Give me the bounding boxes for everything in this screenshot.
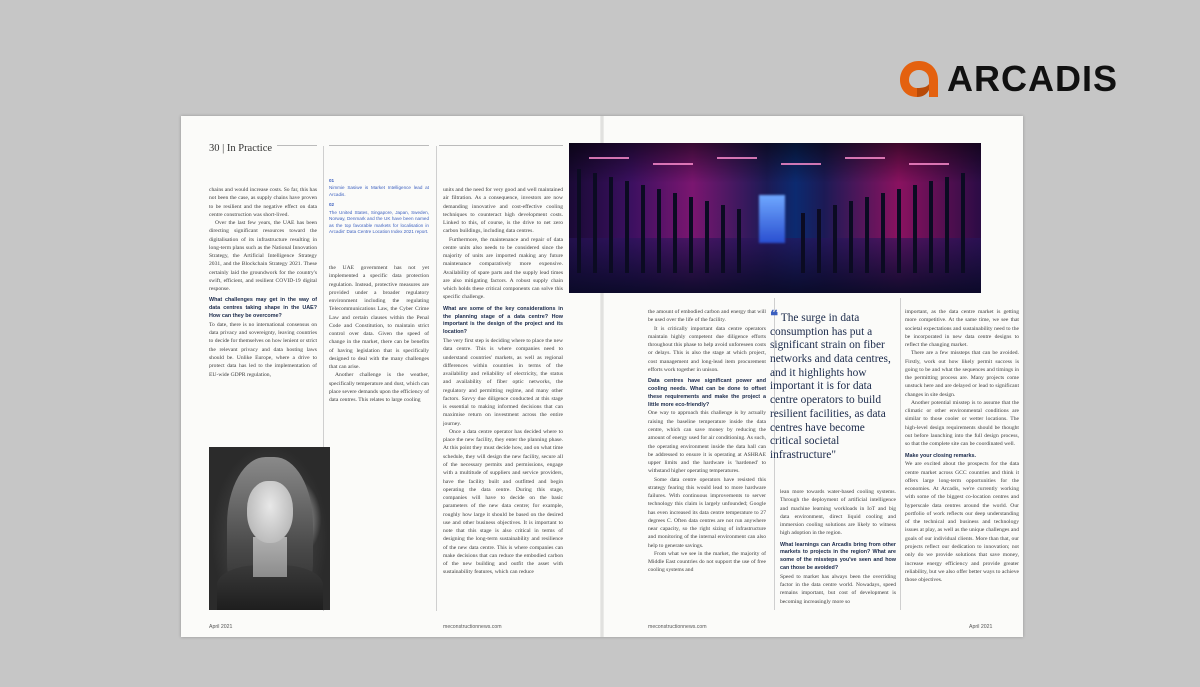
- footer-date: April 2021: [969, 624, 993, 630]
- server-rack: [737, 209, 741, 273]
- quote-mark-icon: ❝: [770, 309, 779, 325]
- server-rack: [865, 197, 869, 273]
- right-column-3: [905, 308, 1019, 610]
- caption-number: 02: [329, 202, 335, 208]
- photo-corridor-light: [759, 195, 785, 243]
- server-rack: [593, 173, 597, 273]
- question-heading: What learnings can Arcadis bring from other markets to projects in the region? What are some of the missteps you've seen and how can those be avoided?: [780, 541, 896, 572]
- server-rack: [929, 181, 933, 273]
- server-rack: [913, 185, 917, 273]
- body-paragraph: Once a data centre operator has decided where to place the new facility, they enter the planning phase. At this point they must decide how, and on what time schedule, they will design the new facility, secure all of the necessary permits and permissions, engage with a multitude of suppliers and service providers, have the facility built and outfitted and begin operating the data centre. During this stage, companies will have to decide on the basic parameters of the new data centre; for example, roughly how large it should be based on the desired use and other business objectives. It is important to note that this stage is also critical in terms of designing the long-term sustainability and resilience of the new data centre. This is where companies can make decisions that can reduce the embodied carbon of the new building and outfit the asset with sustainability features, which can reduce: [443, 428, 563, 576]
- server-rack: [881, 193, 885, 273]
- right-column-1: [648, 308, 766, 608]
- body-paragraph: The very first step is deciding where to place the new data centre. This is where companies need to understand countries' markets, as well as regional differences within countries in terms of the availability and reliability of electricity, the status and availability of fiber optic networks, the regulatory and permitting regime, and many other factors. Savvy due diligence conducted at this stage is essential to making informed decisions that can maximise return on investment across the entire journey.: [443, 338, 563, 427]
- body-paragraph: There are a few missteps that can be avoided. Firstly, work out how likely permit success is going to be and what the sequences and timings in the permitting process are. Many projects come unstuck here and are delayed or lead to significant changes in site design.: [905, 350, 1019, 398]
- body-paragraph: units and the need for very good and well maintained air filtration. As a consequence, investors are now demanding innovative and cost-effective cooling techniques to counteract high development costs. Linked to this, of course, is the drive to net zero carbon buildings, including data centres.: [443, 187, 563, 235]
- server-rack: [945, 177, 949, 273]
- header-rule: [277, 145, 317, 146]
- photo-caption: [329, 178, 429, 198]
- left-column-1: [209, 186, 317, 446]
- body-paragraph: One way to approach this challenge is by actually raising the baseline temperature inside the data centre, which can save money by reducing the amount of energy used for air conditioning. As such, the operating environment inside the data hall can be addressed to ensure it is operating at ASHRAE upper limits and the hardware is 'hardened' to withstand higher operating temperatures.: [648, 410, 766, 475]
- caption-text: The United States, Singapore, Japan, Sweden, Norway, Denmark and the UK have been named as the top favorable markets for localisation in Arcadis' Data Centre Location Index 2021 report.: [329, 209, 429, 234]
- server-rack: [657, 189, 661, 273]
- server-rack: [961, 173, 965, 273]
- server-rack: [833, 205, 837, 273]
- right-page: [602, 116, 1023, 637]
- body-paragraph: Over the last few years, the UAE has been directing significant resources toward the digitalisation of its infrastructure resulting in long-term plans such as the National Innovation Strategy, the Artificial Intelligence Strategy 2031, and the Blockchain Strategy 2021. These certainly laid the groundwork for the country's swift, efficient, and resilient COVID-19 digital response.: [209, 220, 317, 293]
- arcadis-logo-text: ARCADIS: [947, 58, 1119, 99]
- server-rack: [689, 197, 693, 273]
- portrait-neck: [253, 537, 287, 577]
- question-heading: Make your closing remarks.: [905, 452, 977, 459]
- column-divider: [900, 298, 901, 610]
- pull-quote-text: The surge in data consumption has put a significant strain on fiber networks and data centres, and it highlights how important it is for data centre operators to build resilient facilities, as data centres have become critical societal infrastructure": [770, 312, 891, 461]
- caption-number: 01: [329, 178, 335, 183]
- server-rack: [721, 205, 725, 273]
- body-paragraph: Another potential misstep is to assume that the climatic or other environmental conditions are similar to those cooler or wetter locations. The high-level design requirements should be thought out before launching into the full design process, so that the complete site can be coordinated well.: [905, 399, 1019, 448]
- server-rack: [673, 193, 677, 273]
- question-heading: What are some of the key considerations in the planning stage of a data centre? How important is the design of the project and its location?: [443, 305, 563, 336]
- body-paragraph: Another challenge is the weather, specifically temperature and dust, which can place severe demands upon the efficiency of data centres. This relates to large cooling: [329, 372, 429, 404]
- server-rack: [705, 201, 709, 273]
- body-paragraph: the UAE government has not yet implemented a specific data protection regulation. Instead, protective measures are provided under a broader regulatory environment including the regulating Telecommunications Law, the Cyber Crime Law and certain clauses within the Penal Code and Constitution, to maintain strict control over data. Given the speed of change in the market, there can be benefits of having legislation that is specifically designed to deal with the many challenges that can arise.: [329, 265, 429, 371]
- left-column-2: [329, 264, 429, 614]
- data-centre-photo: [569, 143, 981, 293]
- right-column-2: [780, 488, 896, 610]
- question-heading: Data centres have significant power and cooling needs. What can be done to offset these requirements and make the project a little more eco-friendly?: [648, 378, 766, 408]
- ceiling-light: [909, 163, 949, 165]
- body-paragraph: It is critically important data centre operators maintain highly competent due diligence efforts throughout this phase to help avoid unforeseen costs or delays. This is also the stage at which project, cost management and long-lead item procurement efforts work together in unison.: [648, 325, 766, 373]
- body-paragraph: important, as the data centre market is getting more competitive. At the same time, we see that societal expectations and sustainability need to the be incorporated in new data centre designs to reflect the changing market.: [905, 309, 1019, 349]
- ceiling-light: [589, 157, 629, 159]
- server-rack: [801, 213, 805, 273]
- footer-url: meconstructionnews.com: [443, 624, 502, 630]
- portrait-face: [247, 481, 293, 543]
- magazine-spread: [181, 116, 1023, 637]
- body-paragraph: Speed to market has always been the overriding factor in the data centre world. Nowadays, speed remains important, but cost of development is becoming increasingly more so: [780, 573, 896, 605]
- column-divider: [436, 146, 437, 611]
- body-paragraph: chains and would increase costs. So far, this has not been the case, as supply chains have proven to be resilient and the negative effect on data centre construction was short-lived.: [209, 187, 317, 218]
- left-column-3: [443, 186, 563, 614]
- photo-caption: [329, 202, 429, 235]
- body-paragraph: Some data centre operators have resisted this strategy fearing this would lead to more hardware failures. With continuous improvements to server technology this claim is largely unfounded; Google has even increased its data centre temperature to 27 degrees C. Often data centres are not run anywhere near capacity, so the right sizing of infrastructure and monitoring of the internal environment can also help to generate savings.: [648, 476, 766, 549]
- question-heading: What challenges may get in the way of data centres taking shape in the UAE? How can they be overcome?: [209, 297, 317, 320]
- running-head: 30 | In Practice: [209, 143, 273, 154]
- body-paragraph: We are excited about the prospects for the data centre market across GCC countries and think it offers large long-term opportunities for the economies. At Arcadis, we're currently working with some of the biggest co-location centres and hyperscale data centres around the world. Our portfolio of work reflects our deep understanding of the technical and business and technology issues at play, as well as the unique challenges and goals of our individual clients. More than that, our projects reflect our dedication to innovation; not only do we provide solutions that save money, increase energy efficiency and provide greater reliability, but we also offer better ways to achieve those objectives.: [905, 461, 1019, 584]
- ceiling-light: [717, 157, 757, 159]
- server-rack: [609, 177, 613, 273]
- left-page: [181, 116, 602, 637]
- portrait-photo: [209, 447, 330, 610]
- pull-quote: [770, 309, 894, 463]
- header-rule: [439, 145, 563, 146]
- server-rack: [625, 181, 629, 273]
- ceiling-light: [653, 163, 693, 165]
- footer-date: April 2021: [209, 624, 233, 630]
- arcadis-logo-mark-icon: [897, 57, 941, 101]
- server-rack: [641, 185, 645, 273]
- body-paragraph: lean more towards water-based cooling systems. Through the deployment of artificial intelligence and machine learning workloads in IoT and big data environment, direct liquid cooling and immersion cooling solutions are likely to witness high adoption in the region.: [780, 489, 896, 537]
- server-rack: [817, 209, 821, 273]
- footer-url: meconstructionnews.com: [648, 624, 707, 630]
- server-rack: [577, 169, 581, 273]
- image-captions: [329, 178, 429, 258]
- body-paragraph: To date, there is no international consensus on data privacy and sovereignty, leaving countries to decide for themselves on how lenient or strict the relevant privacy and data hosting laws should be. Unlike Europe, where a drive to protect data has led to the implementation of EU-wide GDPR regulation,: [209, 321, 317, 378]
- server-rack: [897, 189, 901, 273]
- body-paragraph: From what we see in the market, the majority of Middle East countries do not support the use of free cooling systems and: [648, 550, 766, 574]
- header-rule: [329, 145, 429, 146]
- ceiling-light: [781, 163, 821, 165]
- server-rack: [849, 201, 853, 273]
- body-paragraph: the amount of embodied carbon and energy that will be used over the life of the facility.: [648, 309, 766, 324]
- ceiling-light: [845, 157, 885, 159]
- body-paragraph: Furthermore, the maintenance and repair of data centre units also needs to be considered since the majority of units are imported making any future maintenance comparatively more expensive. Availability of spare parts and the supply lead times are also mitigating factors. A robust supply chain which holds these critical components can solve this specific challenge.: [443, 236, 563, 301]
- photo-floor: [569, 238, 981, 293]
- arcadis-logo: [897, 56, 1137, 102]
- caption-text: Nimmie Sasiwe is Market Intelligence lead at Arcadis.: [329, 185, 429, 197]
